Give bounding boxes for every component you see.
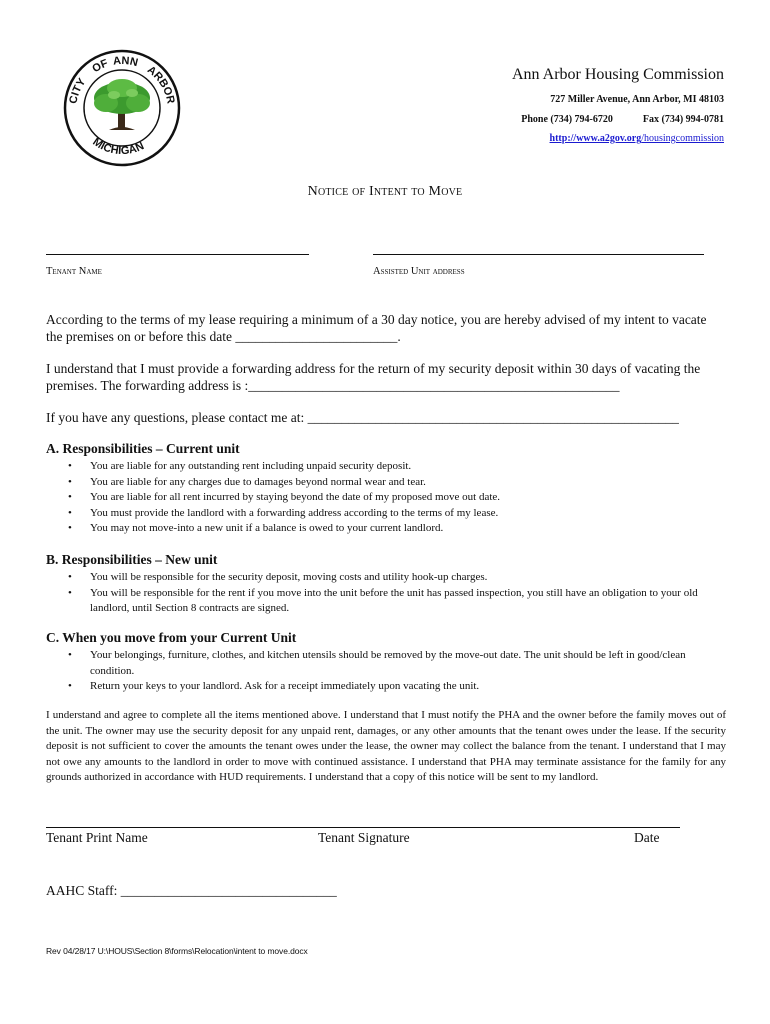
list-item: • You will be responsible for the security deposit, moving costs and utility hook-up charges. — [68, 570, 728, 586]
contact-paragraph: If you have any questions, please contact me at: _______________________________________________________ — [46, 410, 679, 425]
fax-number: Fax (734) 994-0781 — [642, 114, 724, 125]
list-item: • Your belongings, furniture, clothes, and kitchen utensils should be removed by the move-out date. The unit should be left in good/clean condition. — [68, 648, 728, 679]
section-a-list — [68, 459, 728, 537]
website-link-path[interactable]: /housingcommission — [641, 133, 724, 144]
date-label: Date — [634, 830, 660, 845]
assisted-unit-address-label: Assisted Unit address — [373, 266, 465, 277]
assisted-unit-address-line[interactable] — [373, 254, 704, 255]
logo-text-ann: ANN — [112, 54, 140, 70]
tenant-name-label: Tenant Name — [46, 266, 102, 277]
logo-text-arbor: ARBOR — [144, 63, 177, 105]
svg-text:CITY — [67, 76, 88, 105]
tenant-print-name-label: Tenant Print Name — [46, 830, 148, 845]
website-link[interactable] — [550, 133, 724, 144]
document-title: Notice of Intent to Move — [307, 184, 463, 199]
phone-number: Phone (734) 794-6720 — [521, 114, 613, 125]
website-link-domain[interactable]: http://www.a2gov.org — [549, 133, 642, 144]
svg-text:MICHIGAN — [90, 136, 146, 157]
section-b-list — [68, 570, 728, 617]
section-b-heading: B. Responsibilities – New unit — [46, 552, 218, 567]
list-item: • You are liable for any outstanding rent including unpaid security deposit. — [68, 459, 728, 475]
tree-icon — [94, 79, 150, 130]
revision-footer: Rev 04/28/17 U:\HOUS\Section 8\forms\Relocation\intent to move.docx — [46, 946, 308, 956]
section-c-list — [68, 648, 728, 695]
tenant-name-line[interactable] — [46, 254, 309, 255]
list-item: • You will be responsible for the rent if you move into the unit before the unit has passed inspection, you still have an obligation to your old landlord, until Section 8 contracts are signed. — [68, 586, 728, 617]
organization-address: 727 Miller Avenue, Ann Arbor, MI 48103 — [550, 94, 724, 105]
city-seal-tree-icon — [62, 48, 182, 168]
agreement-paragraph: I understand and agree to complete all the items mentioned above. I understand that I must notify the PHA and the owner before the family moves out of the unit. The owner may use the security deposit for any unpaid rent, damages, or any other amounts that the tenant owes under the lease. If the security deposit is not sufficient to cover the amounts the tenant owes under the lease, the owner may collect the balance from the tenant. I understand that I may not owe any amounts to the landlord in order to move with continued assistance. I understand that PHA may terminate assistance for the family for any grounds authorized in accordance with HUD requirements. I understand that a copy of this notice will be sent to my landlord. — [46, 709, 726, 784]
logo-text-michigan: MICHIGAN — [90, 135, 146, 158]
notice-paragraph: According to the terms of my lease requiring a minimum of a 30 day notice, you are hereby advised of my intent to vacate the premises on or before this date ________________________. — [46, 312, 707, 344]
contact-row — [521, 114, 724, 125]
logo-text-of: OF — [90, 57, 110, 76]
logo-text-city: CITY — [67, 76, 89, 105]
list-item: • You may not move-into a new unit if a balance is owed to your current landlord. — [68, 521, 728, 537]
aahc-staff-field[interactable]: AAHC Staff: ________________________________ — [46, 883, 337, 898]
tenant-signature-label: Tenant Signature — [318, 830, 410, 845]
svg-text:ANN — [113, 55, 140, 69]
list-item: • Return your keys to your landlord. Ask for a receipt immediately upon vacating the unit. — [68, 679, 728, 695]
signature-line[interactable] — [46, 827, 680, 828]
forwarding-address-paragraph: I understand that I must provide a forwarding address for the return of my security deposit within 30 days of vacating the premises. The forwarding address is :_______________________________________________________ — [46, 361, 701, 393]
list-item: • You are liable for all rent incurred by staying beyond the date of my proposed move out date. — [68, 490, 728, 506]
list-item: • You are liable for any charges due to damages beyond normal wear and tear. — [68, 475, 728, 491]
list-item: • You must provide the landlord with a forwarding address according to the terms of my lease. — [68, 506, 728, 522]
section-a-heading: A. Responsibilities – Current unit — [46, 441, 240, 456]
section-c-heading: C. When you move from your Current Unit — [46, 630, 297, 645]
organization-name: Ann Arbor Housing Commission — [511, 66, 724, 83]
